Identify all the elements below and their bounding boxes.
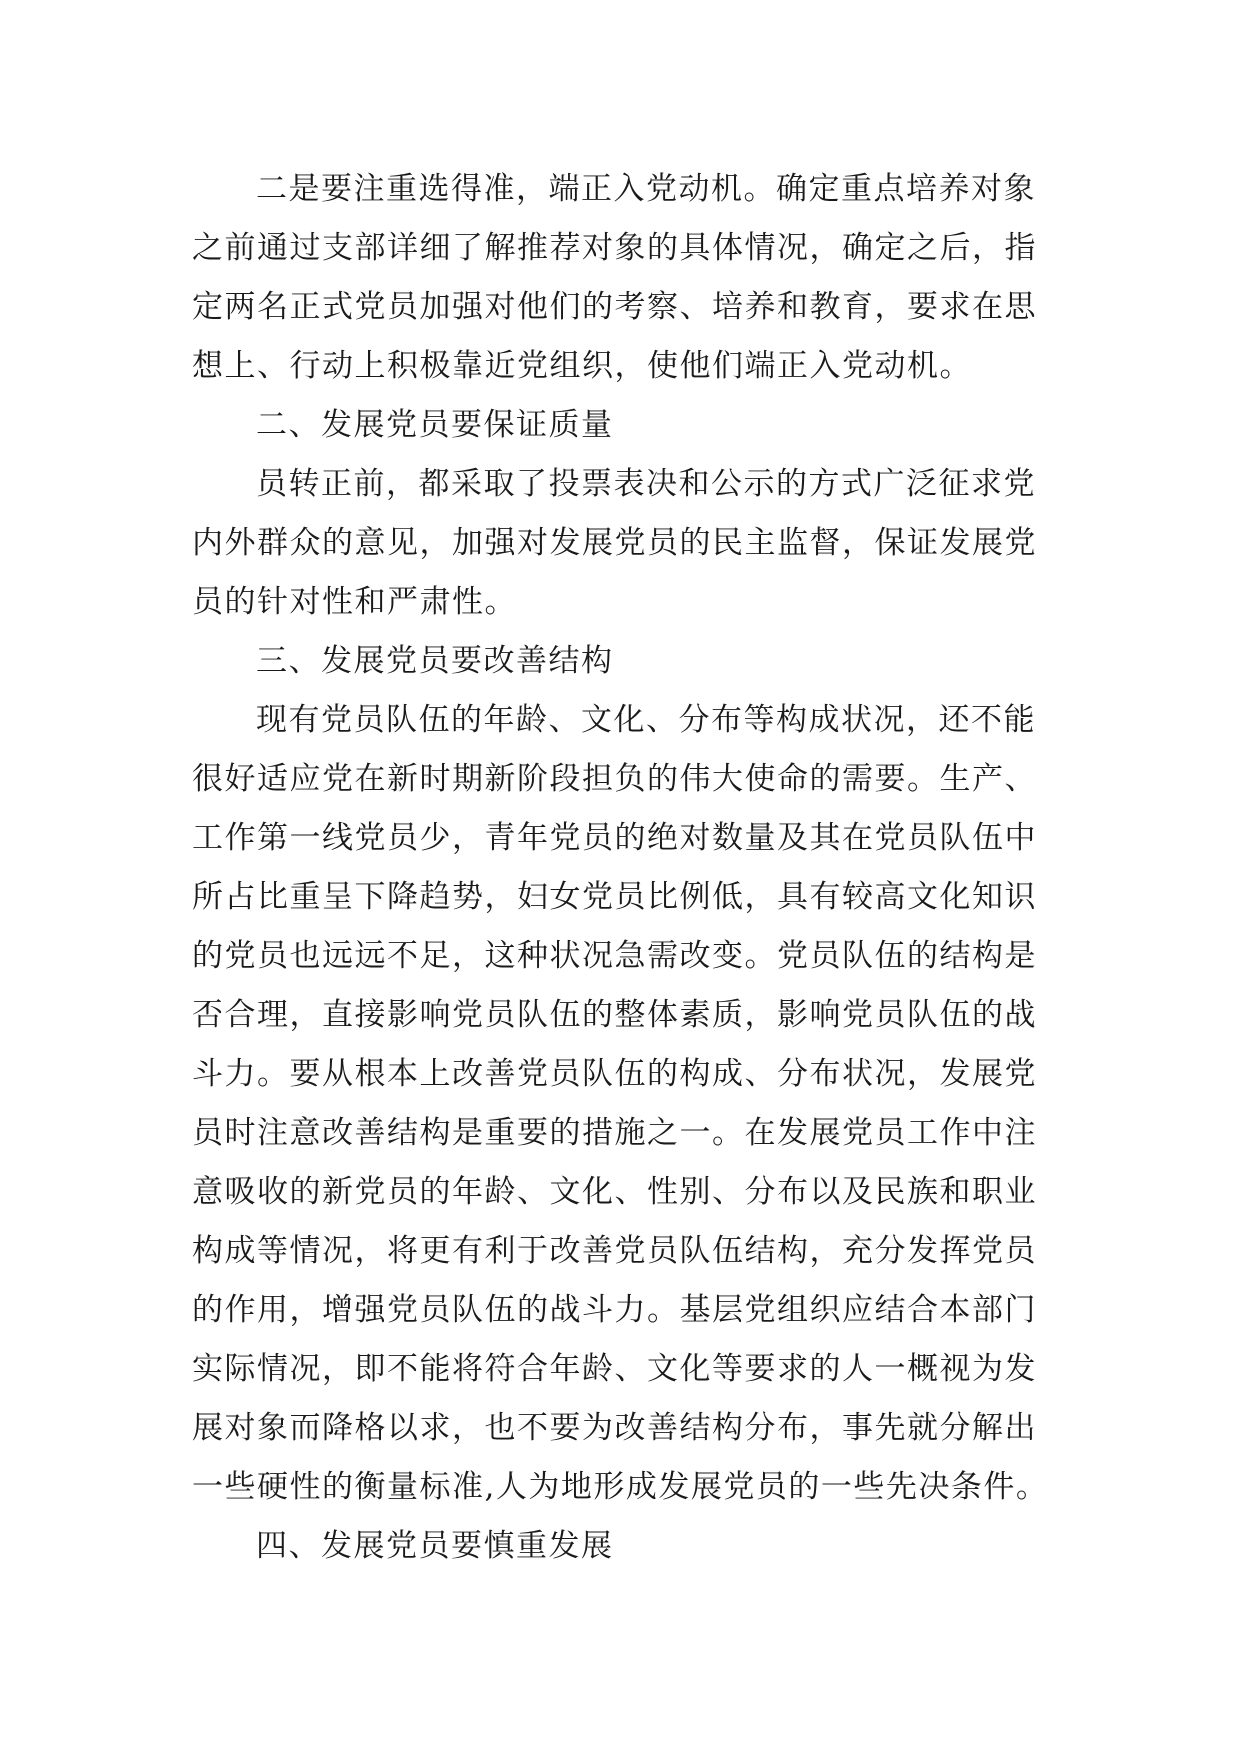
text-line: 想上、行动上积极靠近党组织，使他们端正入党动机。 xyxy=(192,348,972,384)
text-line: 实际情况，即不能将符合年龄、文化等要求的人一概视为发 xyxy=(192,1351,1037,1387)
text-line: 员时注意改善结构是重要的措施之一。在发展党员工作中注 xyxy=(192,1115,1037,1151)
text-line: 定两名正式党员加强对他们的考察、培养和教育，要求在思 xyxy=(192,289,1037,325)
text-line: 二是要注重选得准，端正入党动机。确定重点培养对象 xyxy=(256,171,1036,207)
document-body xyxy=(192,160,1062,1576)
text-line: 意吸收的新党员的年龄、文化、性别、分布以及民族和职业 xyxy=(192,1174,1037,1210)
text-line: 的作用，增强党员队伍的战斗力。基层党组织应结合本部门 xyxy=(192,1292,1037,1328)
text-line: 三、发展党员要改善结构 xyxy=(256,643,614,679)
text-line: 现有党员队伍的年龄、文化、分布等构成状况，还不能 xyxy=(256,702,1036,738)
text-line: 的党员也远远不足，这种状况急需改变。党员队伍的结构是 xyxy=(192,938,1037,974)
text-line: 工作第一线党员少，青年党员的绝对数量及其在党员队伍中 xyxy=(192,820,1037,856)
text-line: 所占比重呈下降趋势，妇女党员比例低，具有较高文化知识 xyxy=(192,879,1037,915)
text-line: 内外群众的意见，加强对发展党员的民主监督，保证发展党 xyxy=(192,525,1037,561)
text-line: 一些硬性的衡量标准,人为地形成发展党员的一些先决条件。 xyxy=(192,1469,1049,1505)
text-line: 很好适应党在新时期新阶段担负的伟大使命的需要。生产、 xyxy=(192,761,1037,797)
text-line: 展对象而降格以求，也不要为改善结构分布，事先就分解出 xyxy=(192,1410,1037,1446)
text-line: 员转正前，都采取了投票表决和公示的方式广泛征求党 xyxy=(256,466,1036,502)
text-line: 构成等情况，将更有利于改善党员队伍结构，充分发挥党员 xyxy=(192,1233,1037,1269)
text-line: 二、发展党员要保证质量 xyxy=(256,407,614,443)
text-line: 四、发展党员要慎重发展 xyxy=(256,1528,614,1564)
text-line: 否合理，直接影响党员队伍的整体素质，影响党员队伍的战 xyxy=(192,997,1037,1033)
text-line: 斗力。要从根本上改善党员队伍的构成、分布状况，发展党 xyxy=(192,1056,1037,1092)
text-line: 员的针对性和严肃性。 xyxy=(192,584,517,620)
text-line: 之前通过支部详细了解推荐对象的具体情况，确定之后，指 xyxy=(192,230,1037,266)
